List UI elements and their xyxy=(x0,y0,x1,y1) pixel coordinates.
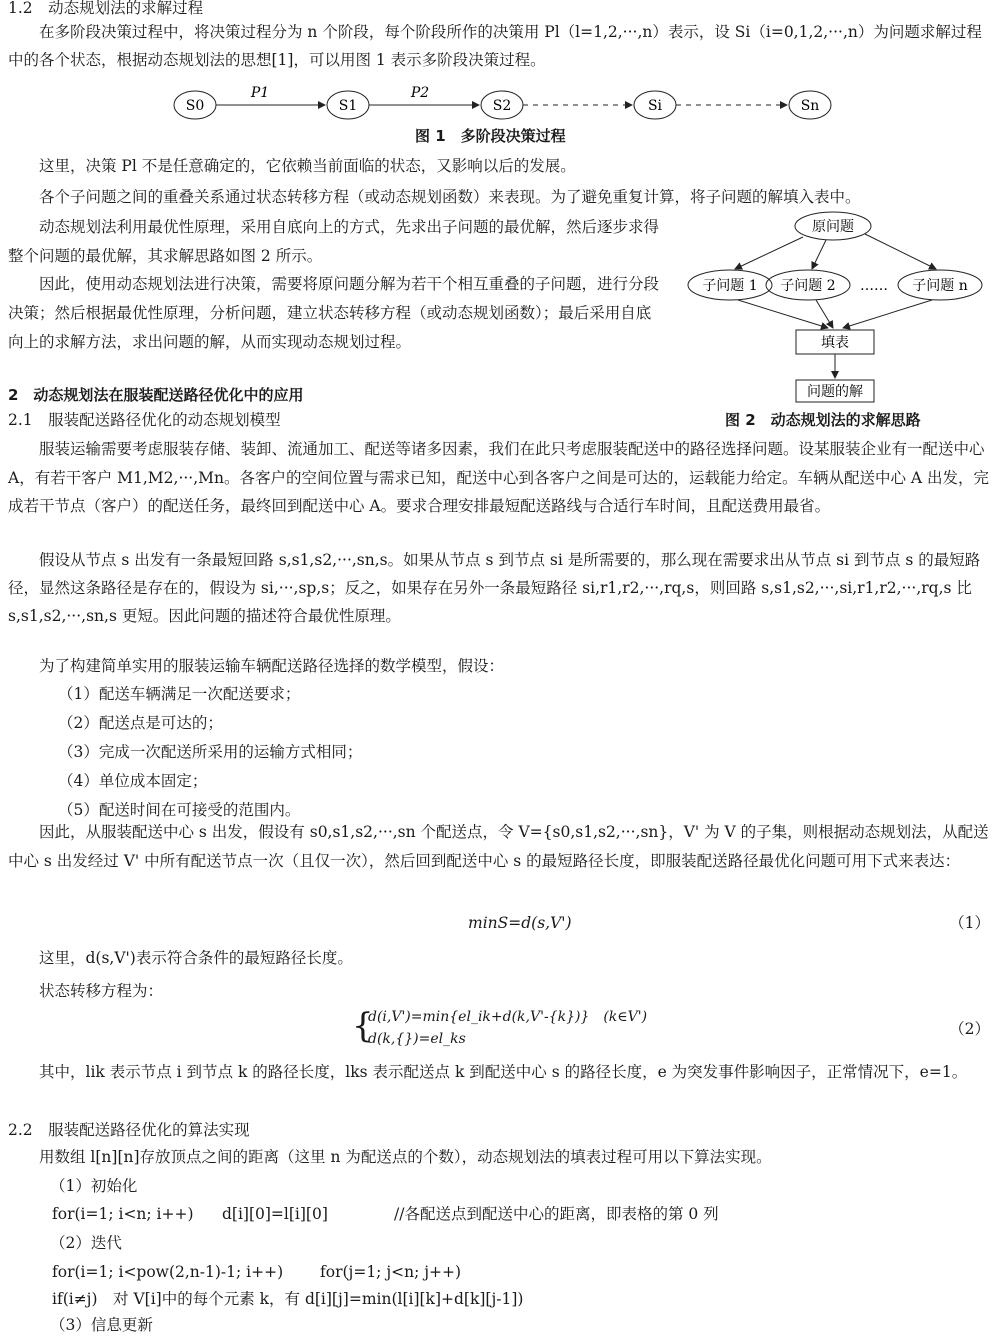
list-item: （2）配送点是可达的； xyxy=(58,714,223,732)
fig2-arrow xyxy=(738,300,828,328)
fig2-arrow xyxy=(865,234,936,269)
equation-2-line: d(k,{})=el_ks xyxy=(368,1031,466,1047)
fig2-solution-label: 问题的解 xyxy=(807,384,863,400)
equation-1-number: （1） xyxy=(949,914,990,932)
paragraph-variables: 其中，lik 表示节点 i 到节点 k 的路径长度，lks 表示配送点 k 到配送中心 s 的路径长度，e 为突发事件影响因子，正常情况下，e=1。 xyxy=(39,1063,968,1081)
equation-2-number: （2） xyxy=(949,1020,990,1038)
equation-2-line: d(i,V')=min{el_ik+d(k,V'-{k})} (k∈V') xyxy=(368,1009,648,1025)
fig2-root-label: 原问题 xyxy=(812,219,854,235)
fig1-node-label: Si xyxy=(647,98,663,114)
equation-2-brace: { xyxy=(352,1006,374,1046)
fig2-table-label: 填表 xyxy=(821,335,849,351)
section-heading-2-1: 2.1 服装配送路径优化的动态规划模型 xyxy=(8,411,281,429)
paragraph-model: 服装运输需要考虑服装存储、装卸、流通加工、配送等诸多因素，我们在此只考虑服装配送中的路径选择问题。设某服装企业有一配送中心 A，有若干客户 M1,M2,···,Mn。各客户的空间位置与需求已知，配送中心到各客户之间是可达的，运载能力给定。车辆从配送中心 A 出发，完成若干节点（客户）的配送任务，最终回到配送中心 A。要求合理安排最短配送路线与合适行车时间，且配送费用最省。 xyxy=(8,440,990,515)
list-item: （3）完成一次配送所采用的运输方式相同； xyxy=(58,743,363,761)
figure-2-diagram xyxy=(678,206,998,406)
algorithm-step-3: （3）信息更新 xyxy=(50,1316,153,1334)
code-line: d[i][0]=l[i][0] xyxy=(222,1205,328,1223)
list-item: （4）单位成本固定； xyxy=(58,772,208,790)
paragraph-transition-intro: 状态转移方程为： xyxy=(39,982,164,1000)
paragraph-optimality: 动态规划法利用最优性原理，采用自底向上的方式，先求出子问题的最优解，然后逐步求得整个问题的最优解，其求解思路如图 2 所示。 xyxy=(8,218,660,265)
code-line: for(j=1; j<n; j++) xyxy=(320,1263,462,1281)
fig2-arrow xyxy=(812,240,826,269)
figure-2-caption: 图 2 动态规划法的求解思路 xyxy=(725,411,921,429)
code-line: for(i=1; i<pow(2,n-1)-1; i++) xyxy=(52,1263,284,1281)
fig2-arrow xyxy=(843,300,932,328)
paragraph-eq1-note: 这里，d(s,V')表示符合条件的最短路径长度。 xyxy=(39,949,353,967)
section-heading-2: 2 动态规划法在服装配送路径优化中的应用 xyxy=(8,386,304,404)
fig1-node-label: S1 xyxy=(338,98,358,114)
equation-1: minS=d(s,V') xyxy=(468,914,572,932)
paragraph-algorithm-intro: 用数组 l[n][n]存放顶点之间的距离（这里 n 为配送点的个数），动态规划法的填表过程可用以下算法实现。 xyxy=(39,1148,772,1166)
section-heading-2-2: 2.2 服装配送路径优化的算法实现 xyxy=(8,1121,250,1139)
code-line: for(i=1; i<n; i++) xyxy=(52,1205,194,1223)
fig2-dots: …… xyxy=(860,278,888,294)
fig1-node-label: S0 xyxy=(185,98,205,114)
algorithm-step-1: （1）初始化 xyxy=(50,1177,138,1195)
assumption-list xyxy=(58,680,362,825)
section-heading-1-2: 1.2 动态规划法的求解过程 xyxy=(8,0,204,17)
list-item: （5）配送时间在可接受的范围内。 xyxy=(58,801,301,819)
fig2-arrow xyxy=(735,237,803,269)
fig1-edge-label: P2 xyxy=(410,85,430,101)
equation-2 xyxy=(368,1006,647,1050)
paragraph-shortest-path: 假设从节点 s 出发有一条最短回路 s,s1,s2,···,sn,s。如果从节点 s 到节点 si 是所需要的，那么现在需要求出从节点 si 到节点 s 的最短路径，显然这条路径是存在的，假设为 si,···,sp,s；反之，如果存在另外一条最短路径 si,r1,r2,···,rq,s，则回路 s,s1,s2,···,si,r1,r2,···,rq,s 比 s,s1,s2,···,sn,s 更短。因此问题的描述符合最优性原理。 xyxy=(8,551,981,625)
fig2-sub-label: 子问题 n xyxy=(912,278,968,294)
code-comment: //各配送点到配送中心的距离，即表格的第 0 列 xyxy=(394,1205,719,1223)
paragraph-formulation: 因此，从服装配送中心 s 出发，假设有 s0,s1,s2,···,sn 个配送点，令 V={s0,s1,s2,···,sn}，V' 为 V 的子集，则根据动态规划法，从配送中心 s 出发经过 V' 中所有配送节点一次（且仅一次），然后回到配送中心 s 的最短路径长度，即服装配送路径最优化问题可用下式来表达： xyxy=(8,823,989,870)
paragraph-decision: 这里，决策 Pl 不是任意确定的，它依赖当前面临的状态，又影响以后的发展。 xyxy=(39,157,576,175)
paragraph-assumptions-intro: 为了构建简单实用的服装运输车辆配送路径选择的数学模型，假设： xyxy=(39,657,505,675)
fig1-edge-label: P1 xyxy=(250,85,270,101)
fig2-sub-label: 子问题 2 xyxy=(780,278,836,294)
paragraph-overlap: 各个子问题之间的重叠关系通过状态转移方程（或动态规划函数）来表现。为了避免重复计算，将子问题的解填入表中。 xyxy=(39,188,861,206)
fig1-node-label: S2 xyxy=(492,98,512,114)
fig1-node-label: Sn xyxy=(800,98,820,114)
list-item: （1）配送车辆满足一次配送要求； xyxy=(58,685,301,703)
fig2-sub-label: 子问题 1 xyxy=(702,278,758,294)
paragraph-intro: 在多阶段决策过程中，将决策过程分为 n 个阶段，每个阶段所作的决策用 Pl（l=1,2,···,n）表示，设 Si（i=0,1,2,···,n）为问题求解过程中的各个状态，根据动态规划法的思想[1]，可以用图 1 表示多阶段决策过程。 xyxy=(8,23,982,69)
fig2-arrow xyxy=(816,300,833,328)
algorithm-step-2: （2）迭代 xyxy=(50,1234,122,1252)
code-line: if(i≠j) 对 V[i]中的每个元素 k，有 d[i][j]=min(l[i][k]+d[k][j-1]) xyxy=(52,1290,524,1308)
paragraph-decomposition: 因此，使用动态规划法进行决策，需要将原问题分解为若干个相互重叠的子问题，进行分段决策；然后根据最优性原理，分析问题，建立状态转移方程（或动态规划函数）；最后采用自底向上的求解方法，求出问题的解，从而实现动态规划过程。 xyxy=(8,275,660,351)
figure-1-caption: 图 1 多阶段决策过程 xyxy=(415,127,566,145)
